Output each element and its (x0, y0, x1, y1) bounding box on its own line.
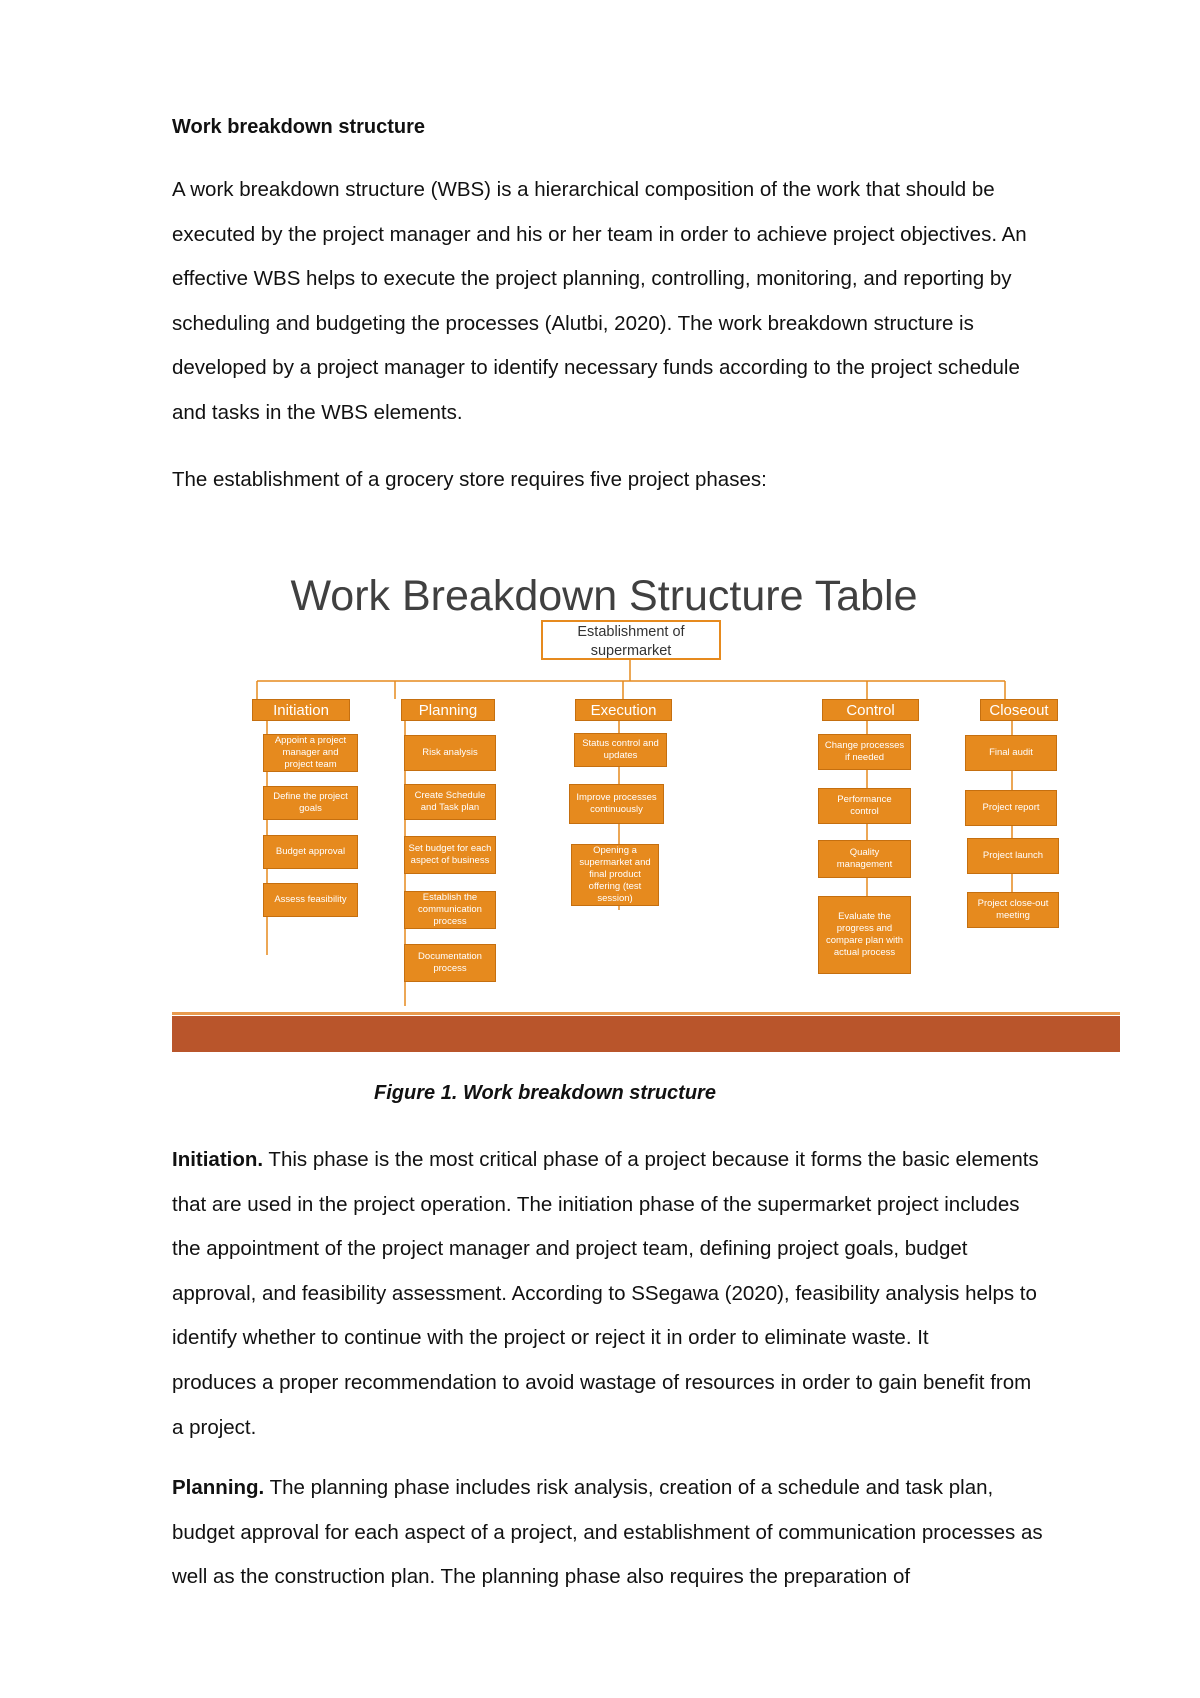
task-box: Change processes if needed (818, 734, 911, 770)
phase-planning: Planning (401, 699, 495, 721)
task-box: Status control and updates (574, 733, 667, 767)
task-box: Evaluate the progress and compare plan with actual process (818, 896, 911, 974)
initiation-line: a project. (172, 1415, 257, 1439)
task-box: Budget approval (263, 835, 358, 869)
task-box: Final audit (965, 735, 1057, 771)
planning-line: budget approval for each aspect of a project, and establishment of communication processes as (172, 1520, 1043, 1544)
task-box: Create Schedule and Task plan (404, 784, 496, 820)
intro-line: developed by a project manager to identify necessary funds according to the project schedule (172, 356, 1020, 380)
wbs-root-node (541, 620, 721, 660)
wbs-figure (172, 560, 1120, 1050)
figure-title: Work Breakdown Structure Table (290, 572, 918, 620)
initiation-paragraph (172, 1138, 1122, 1450)
task-box: Project launch (967, 838, 1059, 874)
task-box: Appoint a project manager and project team (263, 734, 358, 772)
initiation-line: produces a proper recommendation to avoid wastage of resources in order to gain benefit from (172, 1370, 1032, 1394)
initiation-line: that are used in the project operation. The initiation phase of the supermarket project includes (172, 1192, 1020, 1216)
initiation-label: Initiation. (172, 1148, 264, 1171)
root-label-line1: Establishment of (577, 624, 685, 640)
initiation-line: identify whether to continue with the project or reject it in order to eliminate waste. It (172, 1326, 929, 1350)
phase-closeout: Closeout (980, 699, 1058, 721)
section-heading: Work breakdown structure (172, 116, 426, 138)
intro-line: A work breakdown structure (WBS) is a hierarchical composition of the work that should be (172, 178, 995, 201)
task-box: Improve processes continuously (569, 784, 664, 824)
initiation-line: the appointment of the project manager and project team, defining project goals, budget (172, 1237, 968, 1261)
figure-caption-text: Figure 1. Work breakdown structure (374, 1082, 716, 1104)
intro-line: effective WBS helps to execute the project planning, controlling, monitoring, and reporting by (172, 267, 1012, 291)
figure-footer-band (172, 1016, 1120, 1052)
intro-line: executed by the project manager and his or her team in order to achieve project objectives. An (172, 222, 1027, 246)
task-box: Define the project goals (263, 786, 358, 820)
phase-initiation: Initiation (252, 699, 350, 721)
task-box: Risk analysis (404, 735, 496, 771)
task-box: Establish the communication process (404, 891, 496, 929)
figure-divider-line (172, 1012, 1120, 1015)
planning-label: Planning. (172, 1476, 265, 1499)
intro-line: scheduling and budgeting the processes (Alutbi, 2020). The work breakdown structure is (172, 311, 974, 335)
phases-sentence: The establishment of a grocery store requires five project phases: (172, 468, 767, 491)
task-box: Project report (965, 790, 1057, 826)
task-box: Project close-out meeting (967, 892, 1059, 928)
task-box: Quality management (818, 840, 911, 878)
planning-paragraph (172, 1466, 1122, 1600)
figure-caption (0, 1082, 1130, 1105)
task-box: Set budget for each aspect of business (404, 836, 496, 874)
phase-execution: Execution (575, 699, 672, 721)
task-box: Documentation process (404, 944, 496, 982)
planning-line: The planning phase includes risk analysis, creation of a schedule and task plan, (264, 1476, 994, 1499)
initiation-line: This phase is the most critical phase of a project because it forms the basic elements (263, 1148, 1039, 1171)
phase-control: Control (822, 699, 919, 721)
intro-paragraph (172, 168, 1122, 436)
initiation-line: approval, and feasibility assessment. According to SSegawa (2020), feasibility analysis helps to (172, 1281, 1037, 1305)
task-box: Performance control (818, 788, 911, 824)
task-box: Assess feasibility (263, 883, 358, 917)
intro-line: and tasks in the WBS elements. (172, 400, 463, 424)
task-box: Opening a supermarket and final product offering (test session) (571, 844, 659, 906)
planning-line: well as the construction plan. The planning phase also requires the preparation of (172, 1565, 911, 1589)
root-label-line2: supermarket (590, 643, 672, 659)
